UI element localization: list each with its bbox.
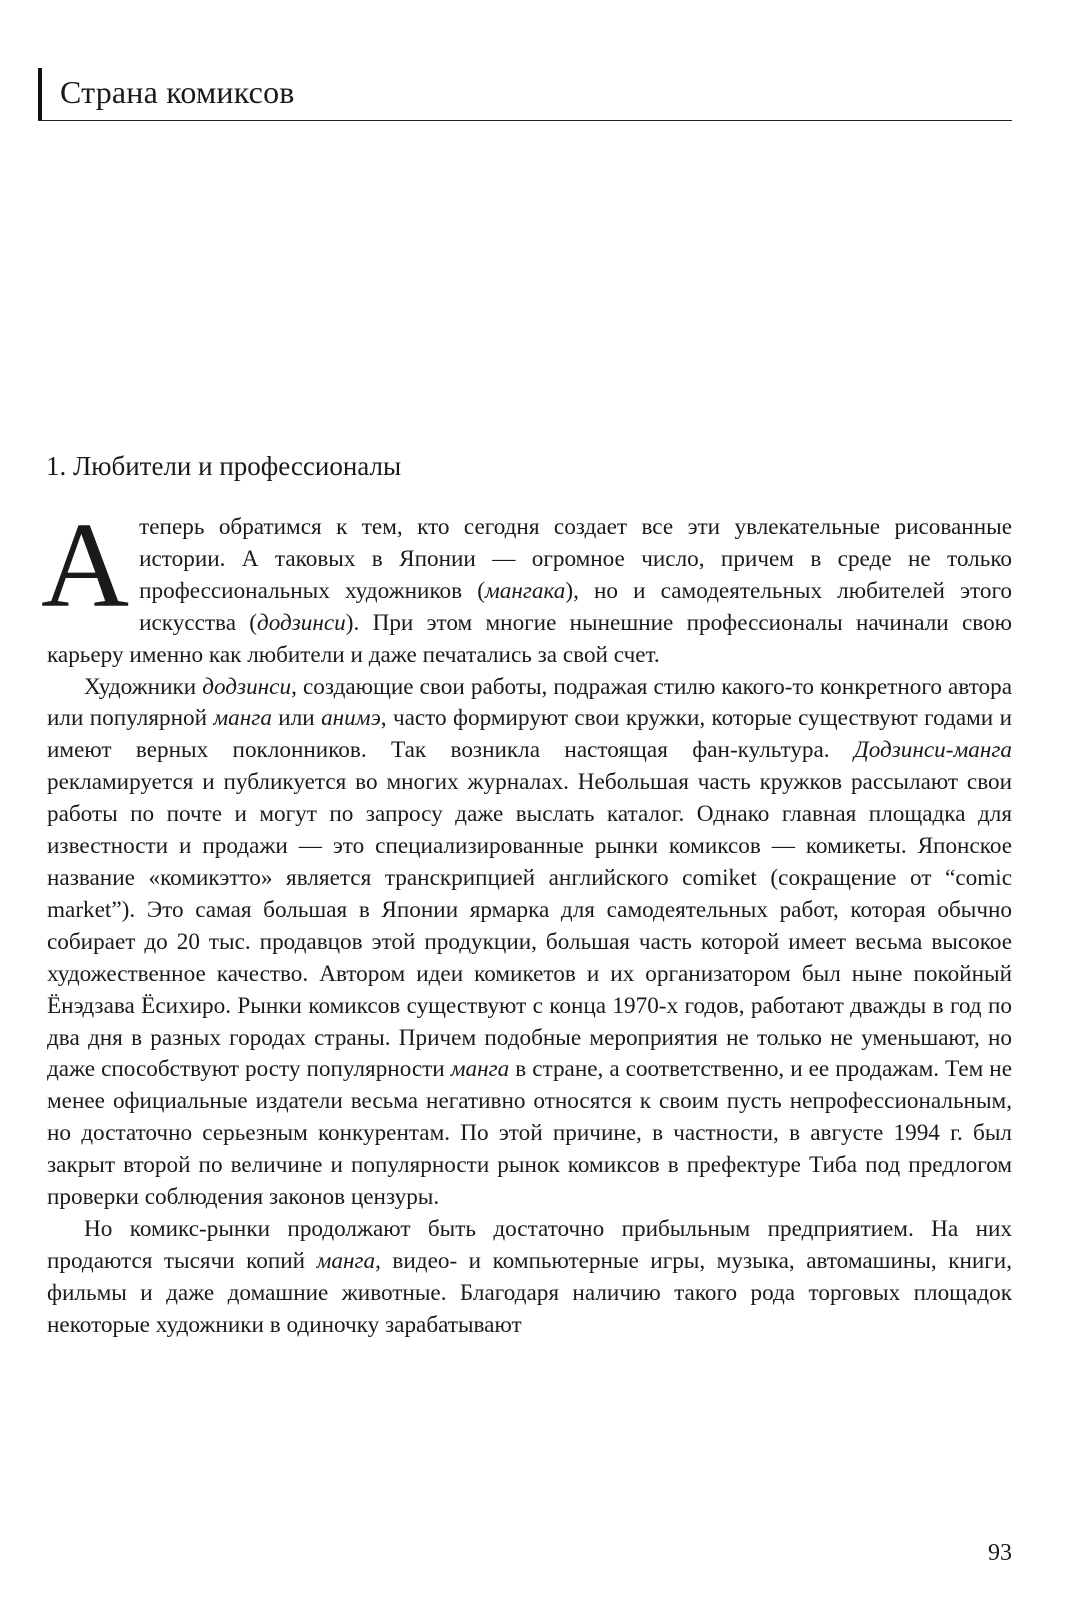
running-header	[38, 64, 1012, 121]
header-rule-bar	[38, 68, 42, 120]
section-heading: 1. Любители и профессионалы	[46, 451, 402, 481]
text-run: , видео- и компьютерные игры, музыка, автомашины, книги, фильмы и даже домашние животные. Благодаря наличию такого рода торговых площадок некоторые художники в одиночку зарабатывают	[47, 1247, 1012, 1338]
text-run: Художники	[84, 673, 203, 700]
italic-term: манга	[316, 1247, 376, 1274]
italic-term: манга	[450, 1056, 510, 1083]
paragraph-2	[47, 672, 1012, 1214]
text-run: , часто формируют свои кружки, которые существуют годами и имеют верных поклонников. Так возникла настоящая фан-культура.	[47, 705, 1013, 764]
paragraph-3	[47, 1214, 1012, 1342]
body-text	[41, 498, 1013, 1342]
text-run: , создающие свои работы, подражая стилю какого-то конкретного автора или популярной	[47, 673, 1013, 732]
text-run: теперь обратимся к тем, кто сегодня создает все эти увлекательные рисованные истории. А таковых в Японии — огромное число, причем в среде не только профессиональных художников (	[139, 514, 1012, 604]
text-run: Но комикс-рынки продолжают быть достаточно прибыльным предприятием. На них продаются тысячи копий	[47, 1215, 1012, 1274]
italic-term: Додзинси-манга	[853, 737, 1012, 764]
text-run: или	[271, 705, 322, 732]
italic-term: манга	[213, 705, 272, 732]
italic-term: додзинси	[202, 673, 292, 700]
text-run: ). При этом многие нынешние профессионалы начинали свою карьеру именно как любители и даже печатались за свой счет.	[47, 609, 1012, 668]
italic-term: мангака	[484, 577, 566, 604]
italic-term: додзинси	[257, 609, 346, 636]
running-header-title: Страна комиксов	[60, 74, 295, 110]
drop-cap: А	[41, 498, 130, 633]
text-run: рекламируется и публикуется во многих журналах. Небольшая часть кружков рассылают свои работы по почте и могут по запросу даже выслать каталог. Однако главная площадка для известности и продажи — это специализированные рынки комиксов — комикеты. Японское название «комикэтто» является транскрипцией английского comiket (сокращение от “comic market”). Это самая большая в Японии ярмарка для самодеятельных работ, которая обычно собирает до 20 тыс. продавцов этой продукции, большая часть которой имеет весьма высокое художественное качество. Автором идеи комикетов и их организатором был ныне покойный Ёнэдзава Ёсихиро. Рынки комиксов существуют с конца 1970-х годов, работают дважды в год по два дня в разных городах страны. Причем подобные мероприятия не только не уменьшают, но даже способствуют росту популярности	[47, 769, 1012, 1083]
text-run: в стране, а соответственно, и ее продажам. Тем не менее официальные издатели весьма негативно относятся к своим пусть непрофессиональным, но достаточно серьезным конкурентам. По этой причине, в частности, в августе 1994 г. был закрыт второй по величине и популярности рынок комиксов в префектуре Тиба под предлогом проверки соблюдения законов цензуры.	[47, 1056, 1013, 1211]
italic-term: анимэ	[321, 705, 381, 732]
page-number: 93	[988, 1540, 1012, 1566]
paragraph-1	[41, 498, 1013, 672]
text-run: ), но и самодеятельных любителей этого искусства (	[139, 577, 1013, 636]
